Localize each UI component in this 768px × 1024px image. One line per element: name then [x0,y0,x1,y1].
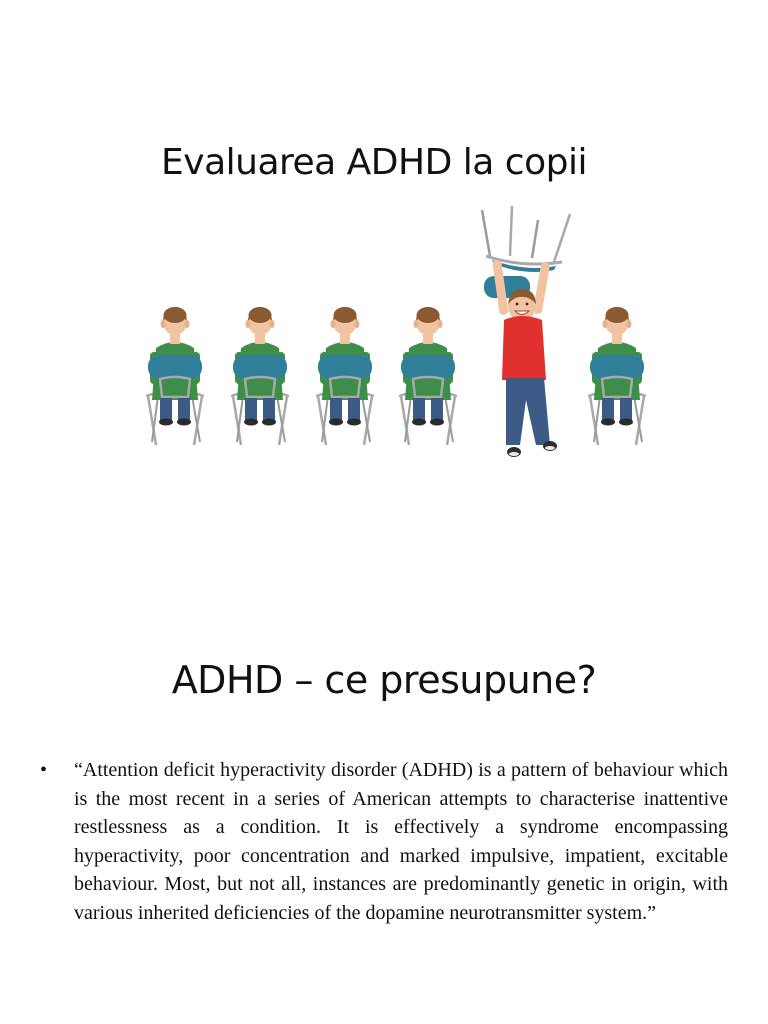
quote-text: “Attention deficit hyperactivity disorder (ADHD) is a pattern of behaviour which is the most recent in a series of American attempts to characterise inattentive restlessness as a condition. It is effectively a syndrome encompassing hyperactivity, poor concentration and marked impulsive, impatient, excitable behaviour. Most, but not all, instances are predominantly genetic in origin, with various inherited deficiencies of the dopamine neurotransmitter system.” [74,759,728,924]
section-title: ADHD – ce presupune? [171,657,597,702]
slide-title: Evaluarea ADHD la copii [161,142,587,184]
children-on-chairs-illustration [130,200,670,475]
bullet-symbol: • [40,759,48,781]
standing-child-lifting-chair [482,206,570,457]
bullet-item [40,756,728,927]
